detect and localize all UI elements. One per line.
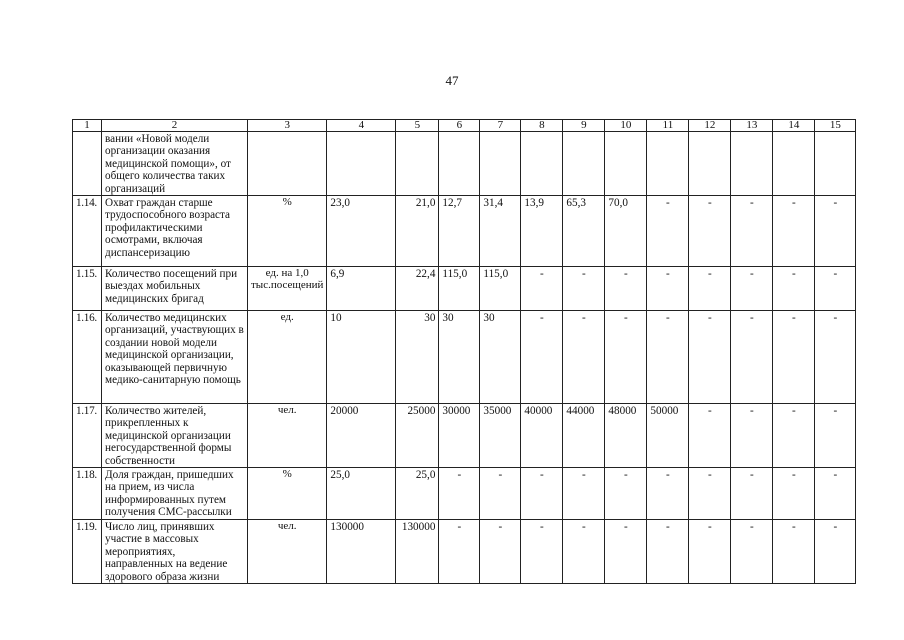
row-number: 1.18. xyxy=(73,468,102,520)
value-cell-col9: - xyxy=(563,468,605,520)
indicator-name: Количество медицинских организаций, участвующих в создании новой модели медицинской организации, оказывающей первичную медико-санитарную помощь xyxy=(102,311,248,404)
value-cell-col14: - xyxy=(773,520,815,584)
column-header-15: 15 xyxy=(815,120,856,132)
table-row xyxy=(73,132,856,196)
value-cell-col13: - xyxy=(731,520,773,584)
value-cell-col14: - xyxy=(773,196,815,267)
value-cell-col10: 48000 xyxy=(605,404,647,468)
value-cell-col13: - xyxy=(731,404,773,468)
value-cell-col15: - xyxy=(815,520,856,584)
value-cell-col5: 130000 xyxy=(396,520,439,584)
value-cell-col13 xyxy=(731,132,773,196)
column-header-13: 13 xyxy=(731,120,773,132)
value-cell-col10: - xyxy=(605,520,647,584)
value-cell-col5: 25000 xyxy=(396,404,439,468)
unit-cell xyxy=(248,132,327,196)
unit-cell: чел. xyxy=(248,404,327,468)
value-cell-col14: - xyxy=(773,267,815,311)
unit-cell: чел. xyxy=(248,520,327,584)
value-cell-col7: 115,0 xyxy=(480,267,521,311)
row-number: 1.14. xyxy=(73,196,102,267)
value-cell-col5: 21,0 xyxy=(396,196,439,267)
value-cell-col13: - xyxy=(731,267,773,311)
column-header-9: 9 xyxy=(563,120,605,132)
column-header-8: 8 xyxy=(521,120,563,132)
value-cell-col8 xyxy=(521,132,563,196)
value-cell-col11: - xyxy=(647,520,689,584)
value-cell-col14: - xyxy=(773,468,815,520)
column-header-14: 14 xyxy=(773,120,815,132)
value-cell-col8: - xyxy=(521,311,563,404)
row-number xyxy=(73,132,102,196)
indicator-name: Количество жителей, прикрепленных к медицинской организации негосударственной формы собственности xyxy=(102,404,248,468)
column-header-1: 1 xyxy=(73,120,102,132)
value-cell-col7: - xyxy=(480,468,521,520)
value-cell-col12: - xyxy=(689,404,731,468)
value-cell-col6: 115,0 xyxy=(439,267,480,311)
value-cell-col10: - xyxy=(605,267,647,311)
column-header-4: 4 xyxy=(327,120,396,132)
value-cell-col15: - xyxy=(815,267,856,311)
value-cell-col5: 30 xyxy=(396,311,439,404)
indicators-table xyxy=(72,119,856,584)
value-cell-col4: 25,0 xyxy=(327,468,396,520)
page-number: 47 xyxy=(445,73,459,88)
value-cell-col11: - xyxy=(647,196,689,267)
value-cell-col4: 20000 xyxy=(327,404,396,468)
value-cell-col6 xyxy=(439,132,480,196)
value-cell-col15 xyxy=(815,132,856,196)
column-header-3: 3 xyxy=(248,120,327,132)
value-cell-col13: - xyxy=(731,468,773,520)
column-header-5: 5 xyxy=(396,120,439,132)
value-cell-col7: 31,4 xyxy=(480,196,521,267)
value-cell-col14: - xyxy=(773,404,815,468)
value-cell-col12: - xyxy=(689,520,731,584)
row-number: 1.17. xyxy=(73,404,102,468)
row-number: 1.16. xyxy=(73,311,102,404)
value-cell-col11: 50000 xyxy=(647,404,689,468)
value-cell-col11: - xyxy=(647,267,689,311)
value-cell-col8: - xyxy=(521,468,563,520)
indicator-name: Число лиц, принявших участие в массовых мероприятиях, направленных на ведение здорового образа жизни xyxy=(102,520,248,584)
header-row xyxy=(73,120,856,132)
value-cell-col4: 23,0 xyxy=(327,196,396,267)
value-cell-col8: - xyxy=(521,267,563,311)
value-cell-col12: - xyxy=(689,196,731,267)
value-cell-col5 xyxy=(396,132,439,196)
value-cell-col4: 10 xyxy=(327,311,396,404)
value-cell-col15: - xyxy=(815,404,856,468)
value-cell-col6: 30 xyxy=(439,311,480,404)
value-cell-col15: - xyxy=(815,311,856,404)
table-row xyxy=(73,404,856,468)
indicator-name: вании «Новой модели организации оказания медицинской помощи», от общего количества таких организаций xyxy=(102,132,248,196)
indicator-name: Охват граждан старше трудоспособного возраста профилактическими осмотрами, включая диспансеризацию xyxy=(102,196,248,267)
column-header-12: 12 xyxy=(689,120,731,132)
value-cell-col5: 22,4 xyxy=(396,267,439,311)
value-cell-col12: - xyxy=(689,267,731,311)
column-header-6: 6 xyxy=(439,120,480,132)
column-header-10: 10 xyxy=(605,120,647,132)
value-cell-col9: 65,3 xyxy=(563,196,605,267)
row-number: 1.15. xyxy=(73,267,102,311)
table-row xyxy=(73,468,856,520)
value-cell-col7: - xyxy=(480,520,521,584)
table-row xyxy=(73,311,856,404)
value-cell-col5: 25,0 xyxy=(396,468,439,520)
value-cell-col10: - xyxy=(605,311,647,404)
value-cell-col10: - xyxy=(605,468,647,520)
unit-cell: % xyxy=(248,196,327,267)
unit-cell: ед. xyxy=(248,311,327,404)
value-cell-col12: - xyxy=(689,468,731,520)
value-cell-col4: 6,9 xyxy=(327,267,396,311)
value-cell-col7: 30 xyxy=(480,311,521,404)
value-cell-col9 xyxy=(563,132,605,196)
value-cell-col6: 30000 xyxy=(439,404,480,468)
value-cell-col8: 13,9 xyxy=(521,196,563,267)
table-row xyxy=(73,520,856,584)
value-cell-col6: - xyxy=(439,468,480,520)
value-cell-col7 xyxy=(480,132,521,196)
value-cell-col8: 40000 xyxy=(521,404,563,468)
table-row xyxy=(73,196,856,267)
value-cell-col13: - xyxy=(731,311,773,404)
value-cell-col11: - xyxy=(647,468,689,520)
value-cell-col14 xyxy=(773,132,815,196)
value-cell-col13: - xyxy=(731,196,773,267)
value-cell-col11 xyxy=(647,132,689,196)
value-cell-col9: 44000 xyxy=(563,404,605,468)
value-cell-col12: - xyxy=(689,311,731,404)
value-cell-col10: 70,0 xyxy=(605,196,647,267)
value-cell-col9: - xyxy=(563,267,605,311)
value-cell-col8: - xyxy=(521,520,563,584)
value-cell-col12 xyxy=(689,132,731,196)
table-row xyxy=(73,267,856,311)
unit-cell: ед. на 1,0 тыс.посещений xyxy=(248,267,327,311)
value-cell-col11: - xyxy=(647,311,689,404)
column-header-11: 11 xyxy=(647,120,689,132)
indicator-name: Количество посещений при выездах мобильных медицинских бригад xyxy=(102,267,248,311)
value-cell-col9: - xyxy=(563,520,605,584)
value-cell-col6: 12,7 xyxy=(439,196,480,267)
indicator-name: Доля граждан, пришедших на прием, из числа информированных путем получения СМС-рассылки xyxy=(102,468,248,520)
value-cell-col7: 35000 xyxy=(480,404,521,468)
value-cell-col4 xyxy=(327,132,396,196)
value-cell-col14: - xyxy=(773,311,815,404)
unit-cell: % xyxy=(248,468,327,520)
value-cell-col4: 130000 xyxy=(327,520,396,584)
column-header-2: 2 xyxy=(102,120,248,132)
value-cell-col10 xyxy=(605,132,647,196)
value-cell-col9: - xyxy=(563,311,605,404)
row-number: 1.19. xyxy=(73,520,102,584)
column-header-7: 7 xyxy=(480,120,521,132)
value-cell-col15: - xyxy=(815,468,856,520)
value-cell-col15: - xyxy=(815,196,856,267)
value-cell-col6: - xyxy=(439,520,480,584)
